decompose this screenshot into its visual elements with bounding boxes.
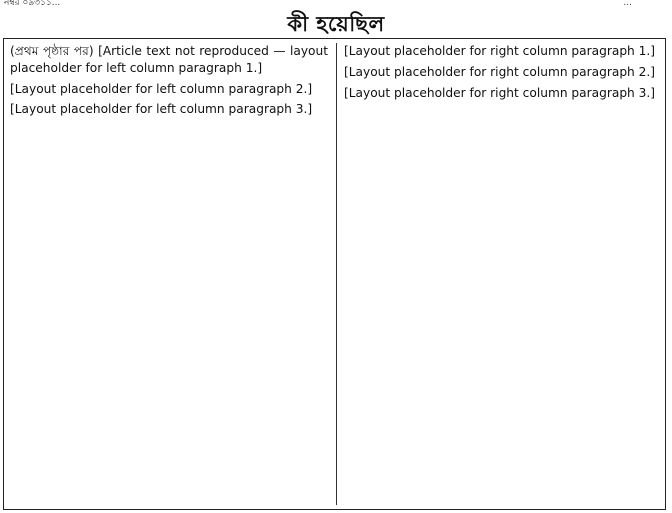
right-paragraph-2: [Layout placeholder for right column paragraph 2.] <box>344 64 656 79</box>
top-strip-left-text: নম্বর ০৯৩১১... <box>4 0 61 8</box>
continued-label: (প্রথম পৃষ্ঠার পর) <box>10 44 94 58</box>
left-paragraph-2: [Layout placeholder for left column paragraph 2.] <box>10 81 313 96</box>
top-strip <box>0 0 672 10</box>
article-column-right <box>344 43 662 505</box>
column-divider <box>336 43 337 505</box>
top-strip-right-text: ... <box>623 0 632 8</box>
left-paragraph-1-text: [Article text not reproduced — layout placeholder for left column paragraph 1.] <box>10 44 328 75</box>
right-paragraph-1: [Layout placeholder for right column paragraph 1.] <box>344 44 656 58</box>
article-column-left <box>10 43 328 505</box>
article-title-bar <box>0 10 672 38</box>
article-frame <box>3 38 666 510</box>
right-paragraph-3: [Layout placeholder for right column paragraph 3.] <box>344 85 656 100</box>
left-paragraph-3: [Layout placeholder for left column paragraph 3.] <box>10 102 313 117</box>
left-paragraph-1 <box>10 43 328 77</box>
article-title: কী হয়েছিল <box>287 12 385 36</box>
